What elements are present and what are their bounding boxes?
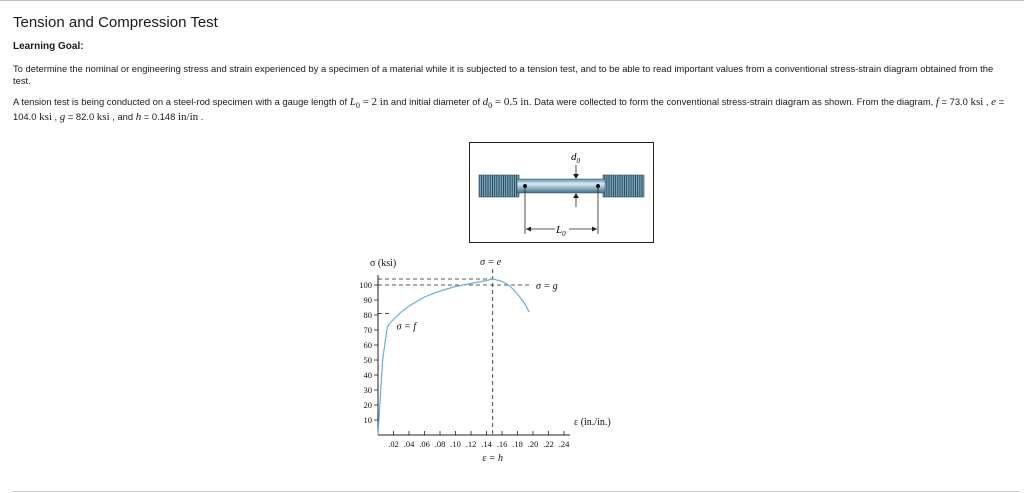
d0-top-arrowhead: [573, 174, 579, 179]
L0-subscript: 0: [355, 100, 360, 110]
y-tick-label: 100: [359, 280, 372, 290]
gauge-section: [517, 179, 605, 193]
y-tick-label: 20: [363, 400, 372, 410]
f-value: = 73.0: [938, 96, 971, 107]
x-tick-label: .04: [403, 439, 415, 449]
g-symbol: g: [59, 111, 66, 124]
x-tick-label: .10: [450, 439, 461, 449]
f-symbol: f: [935, 96, 939, 108]
y-tick-label: 40: [363, 370, 372, 380]
d0-subscript: 0: [488, 100, 493, 110]
specimen-figure: [469, 142, 654, 243]
d0-bottom-arrowhead: [573, 193, 579, 198]
g-unit: ksi: [96, 111, 110, 124]
h-value: = 0.148: [141, 111, 178, 123]
learning-goal-text: To determine the nominal or engineering stress and strain experienced by a specimen of a material while it is subjected to a tension test, and to be able to read important values from a conventional stress-strain diagram obtained from the test.: [13, 63, 994, 86]
page-title: Tension and Compression Test: [13, 14, 218, 31]
x-tick-label: .24: [558, 439, 570, 449]
problem-text-5: .: [198, 111, 204, 123]
y-tick-label: 30: [363, 385, 372, 395]
h-symbol: h: [135, 111, 142, 124]
annotation-sigma-e: σ = e: [480, 257, 502, 268]
x-tick-label: .02: [388, 439, 399, 449]
sep-1: ,: [983, 96, 992, 107]
stress-strain-chart: [340, 252, 640, 474]
L0-value: = 2 in: [359, 96, 389, 108]
annotation-sigma-f: σ = f: [396, 321, 417, 333]
x-tick-label: .18: [512, 439, 523, 449]
annotation-eps-h: ε = h: [482, 453, 504, 464]
y-tick-label: 60: [363, 340, 372, 350]
problem-text-2: and initial diameter of: [388, 96, 483, 107]
sep-2: ,: [51, 111, 60, 123]
right-gauge-mark: [596, 184, 600, 188]
y-tick-label: 90: [363, 295, 372, 305]
x-tick-label: .20: [527, 439, 539, 449]
problem-text-3: . Data were collected to form the conventional stress-strain diagram as shown. From the diagram,: [528, 96, 936, 107]
y-axis-label: σ (ksi): [370, 258, 397, 269]
h-unit: in/in: [177, 111, 199, 124]
left-threaded-end: [479, 175, 519, 197]
chart-svg: [340, 252, 640, 474]
y-tick-label: 80: [363, 310, 372, 320]
e-unit: ksi: [39, 111, 52, 124]
specimen-drawing: [470, 143, 653, 242]
L0-right-arrowhead: [592, 227, 597, 232]
L0-left-arrowhead: [526, 227, 531, 232]
y-tick-label: 10: [363, 415, 372, 425]
x-tick-label: .12: [465, 439, 477, 449]
g-value: = 82.0: [65, 111, 97, 123]
x-tick-label: .06: [419, 439, 430, 449]
top-divider: [0, 0, 1024, 1]
right-threaded-end: [603, 175, 644, 197]
left-gauge-mark: [523, 184, 527, 188]
stress-strain-curve: [378, 279, 529, 435]
y-tick-label: 70: [363, 325, 372, 335]
x-tick-label: .08: [434, 439, 446, 449]
x-tick-label: .14: [481, 439, 492, 449]
e-value: = 104.0: [13, 96, 1005, 123]
L0-symbol: L: [349, 96, 356, 108]
x-tick-label: .22: [543, 439, 554, 449]
annotation-sigma-g: σ = g: [536, 281, 558, 292]
L0-label: $L_0$: [556, 224, 566, 238]
d0-symbol: d: [482, 96, 489, 108]
problem-statement: [13, 96, 1011, 124]
learning-goal-heading: Learning Goal:: [13, 41, 84, 52]
f-unit: ksi: [970, 96, 984, 108]
bottom-divider: [12, 491, 1020, 492]
y-tick-label: 50: [363, 355, 372, 365]
d0-value: = 0.5 in: [492, 96, 529, 108]
x-axis-label: ε (in./in.): [574, 417, 611, 428]
problem-text-1: A tension test is being conducted on a steel-rod specimen with a gauge length of: [13, 96, 350, 107]
e-symbol: e: [991, 96, 997, 108]
d0-label: $d_0$: [571, 151, 580, 165]
x-tick-label: .16: [496, 439, 508, 449]
problem-text-4: , and: [109, 111, 136, 123]
